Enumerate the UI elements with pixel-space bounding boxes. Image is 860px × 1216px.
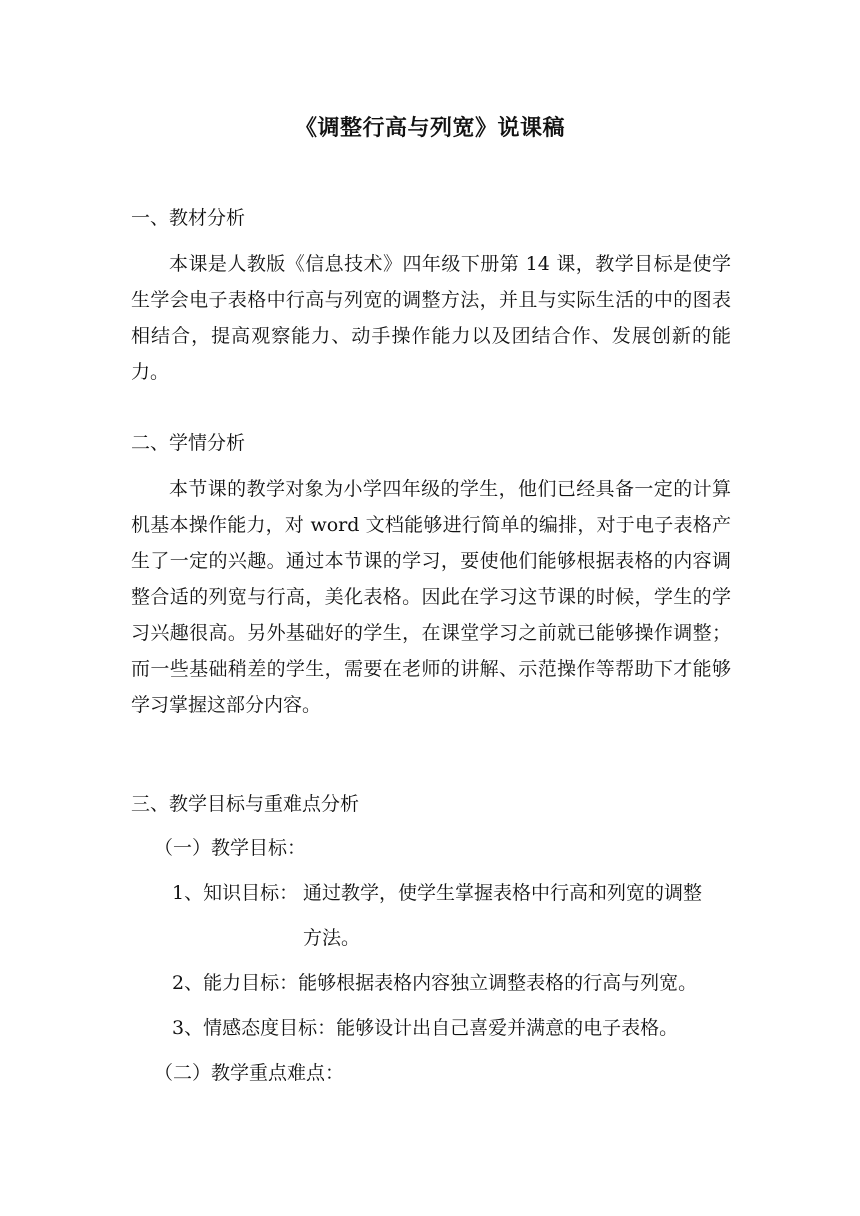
section-heading-objectives: 三、教学目标与重难点分析 [131, 793, 360, 815]
section-heading-student-analysis: 二、学情分析 [131, 432, 246, 454]
subheading-key-difficulties: （二）教学重点难点： [154, 1062, 345, 1084]
objective-ability: 2、能力目标：能够根据表格内容独立调整表格的行高与列宽。 [172, 972, 698, 994]
objective-knowledge-label: 1、知识目标： [172, 882, 299, 904]
document-title: 《调整行高与列宽》说课稿 [294, 115, 565, 141]
objective-attitude: 3、情感态度目标：能够设计出自己喜爱并满意的电子表格。 [172, 1017, 679, 1039]
paragraph-student-analysis: 本节课的教学对象为小学四年级的学生，他们已经具备一定的计算机基本操作能力，对 word 文档能够进行简单的编排，对于电子表格产生了一定的兴趣。通过本节课的学习，要使他们能够根据表格的内容调整合适的列宽与行高，美化表格。因此在学习这节课的时候，学生的学习兴趣很高。另外基础好的学生，在课堂学习之前就已能够操作调整；而一些基础稍差的学生，需要在老师的讲解、示范操作等帮助下才能够学习掌握这部分内容。 [131, 478, 731, 716]
objective-knowledge-text-line2: 方法。 [303, 927, 361, 949]
subheading-teaching-objectives: （一）教学目标： [154, 837, 307, 859]
section-heading-textbook-analysis: 一、教材分析 [131, 207, 246, 229]
paragraph-textbook-analysis: 本课是人教版《信息技术》四年级下册第 14 课，教学目标是使学生学会电子表格中行高与列宽的调整方法，并且与实际生活的中的图表相结合，提高观察能力、动手操作能力以及团结合作、发展创新的能力。 [131, 253, 731, 383]
objective-knowledge-text-line1: 通过教学，使学生掌握表格中行高和列宽的调整 [303, 882, 703, 904]
